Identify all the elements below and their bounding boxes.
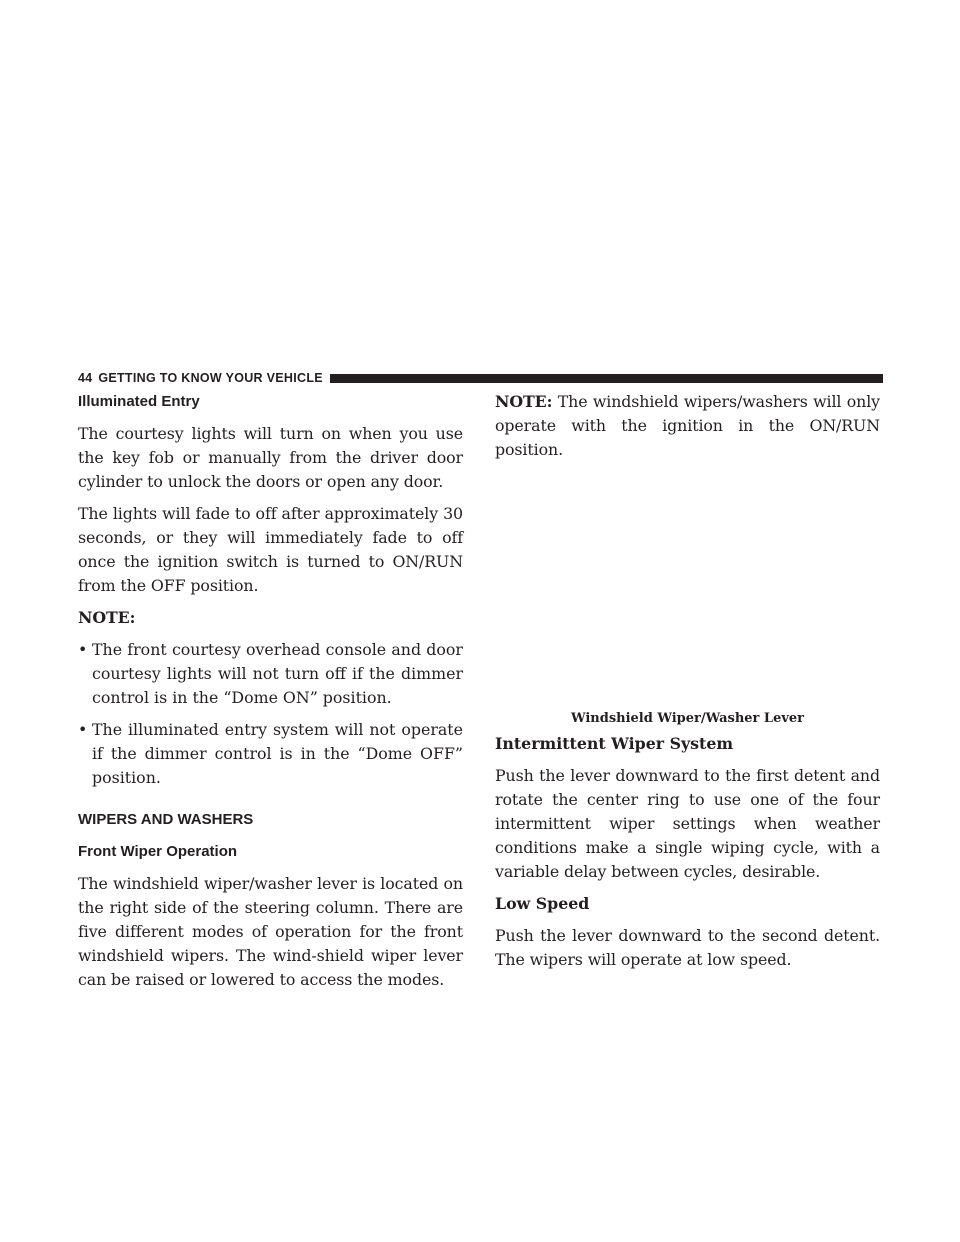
- illuminated-entry-para-2: The lights will fade to off after approximately 30 seconds, or they will immediately fade to off once the ignition switch is turned to ON/RUN from the OFF position.: [78, 504, 463, 595]
- illuminated-entry-heading: Illuminated Entry: [78, 393, 200, 410]
- low-speed-heading: Low Speed: [495, 894, 590, 913]
- low-speed-para: Push the lever downward to the second detent. The wipers will operate at low speed.: [495, 926, 880, 969]
- figure-caption: Windshield Wiper/Washer Lever: [570, 711, 805, 726]
- front-wiper-para: The windshield wiper/washer lever is located on the right side of the steering column. There are five different modes of operation for the front windshield wipers. The wind-shield wiper lever can be raised or lowered to access the modes.: [78, 874, 463, 989]
- note-label: NOTE:: [78, 608, 136, 627]
- page-number: 44: [78, 371, 93, 385]
- list-item: • The illuminated entry system will not operate if the dimmer control is in the “Dome OFF” position.: [78, 720, 463, 787]
- ignition-note: NOTE: The windshield wipers/washers will only operate with the ignition in the ON/RUN position.: [495, 392, 880, 459]
- wiper-lever-figure: [495, 462, 880, 710]
- front-wiper-heading: Front Wiper Operation: [78, 843, 238, 860]
- page-header: [78, 370, 883, 386]
- note-bullet-list: [78, 638, 463, 790]
- right-column: [495, 390, 880, 972]
- list-item: • The front courtesy overhead console and door courtesy lights will not turn off if the dimmer control is in the “Dome ON” position.: [78, 640, 463, 707]
- intermittent-heading: Intermittent Wiper System: [495, 734, 734, 753]
- wipers-washers-heading: WIPERS AND WASHERS: [78, 811, 254, 828]
- left-column: [78, 390, 463, 992]
- illuminated-entry-para-1: The courtesy lights will turn on when you use the key fob or manually from the driver door cylinder to unlock the doors or open any door.: [78, 424, 463, 491]
- header-rule: [330, 374, 883, 383]
- section-title: GETTING TO KNOW YOUR VEHICLE: [98, 371, 323, 385]
- intermittent-para: Push the lever downward to the first detent and rotate the center ring to use one of the four intermittent wiper settings when weather conditions make a single wiping cycle, with a variable delay between cycles, desirable.: [495, 766, 880, 881]
